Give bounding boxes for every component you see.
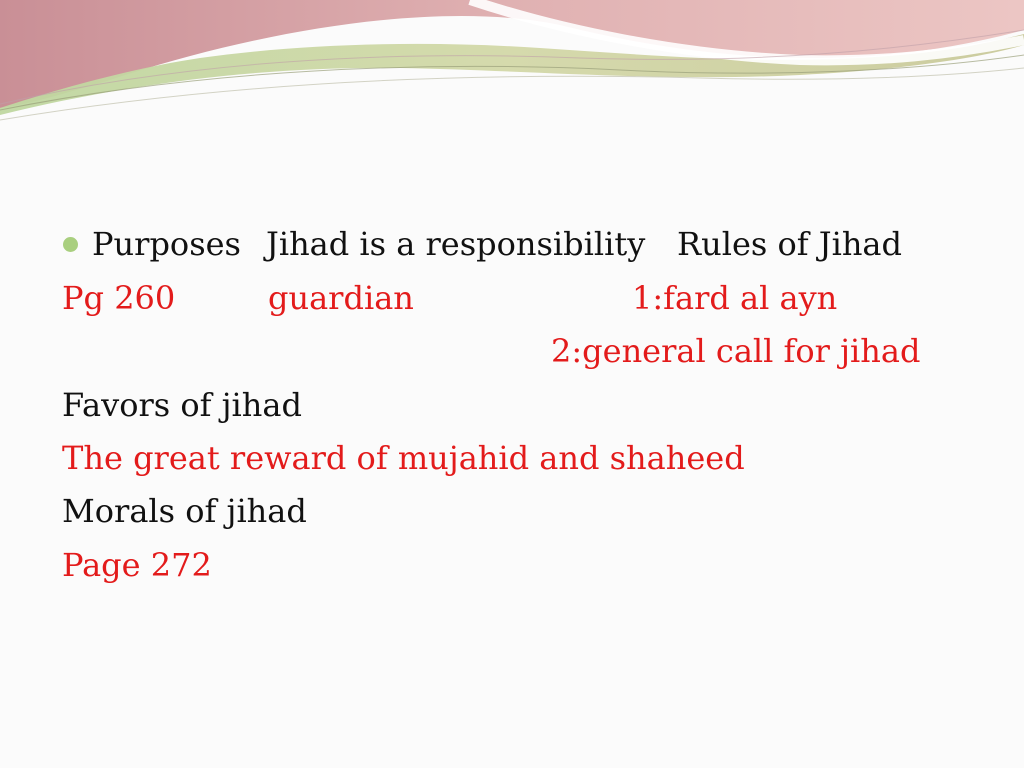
- great-reward-text: The great reward of mujahid and shaheed: [62, 439, 745, 477]
- jihad-responsibility-text: Jihad is a responsibility: [266, 225, 646, 263]
- row-morals-heading: [0, 489, 1024, 533]
- purposes-text: Purposes: [92, 225, 241, 263]
- page-272-text: Page 272: [62, 546, 212, 584]
- row-great-reward: [0, 436, 1024, 480]
- header-wave-decoration: [0, 0, 1024, 130]
- favors-of-jihad-text: Favors of jihad: [62, 386, 302, 424]
- morals-of-jihad-text: Morals of jihad: [62, 492, 307, 530]
- row-page-272: [0, 543, 1024, 587]
- bullet-icon: [63, 237, 78, 252]
- rules-of-jihad-text: Rules of Jihad: [677, 225, 902, 263]
- general-call-text: 2:general call for jihad: [551, 332, 921, 370]
- pg-260-text: Pg 260: [62, 279, 176, 317]
- guardian-text: guardian: [268, 279, 414, 317]
- row-pg260-guardian-fard: [0, 276, 1024, 320]
- row-general-call: [0, 329, 1024, 373]
- fard-al-ayn-text: 1:fard al ayn: [632, 279, 838, 317]
- row-favors-heading: [0, 383, 1024, 427]
- row-purposes-responsibility-rules: [0, 222, 1024, 266]
